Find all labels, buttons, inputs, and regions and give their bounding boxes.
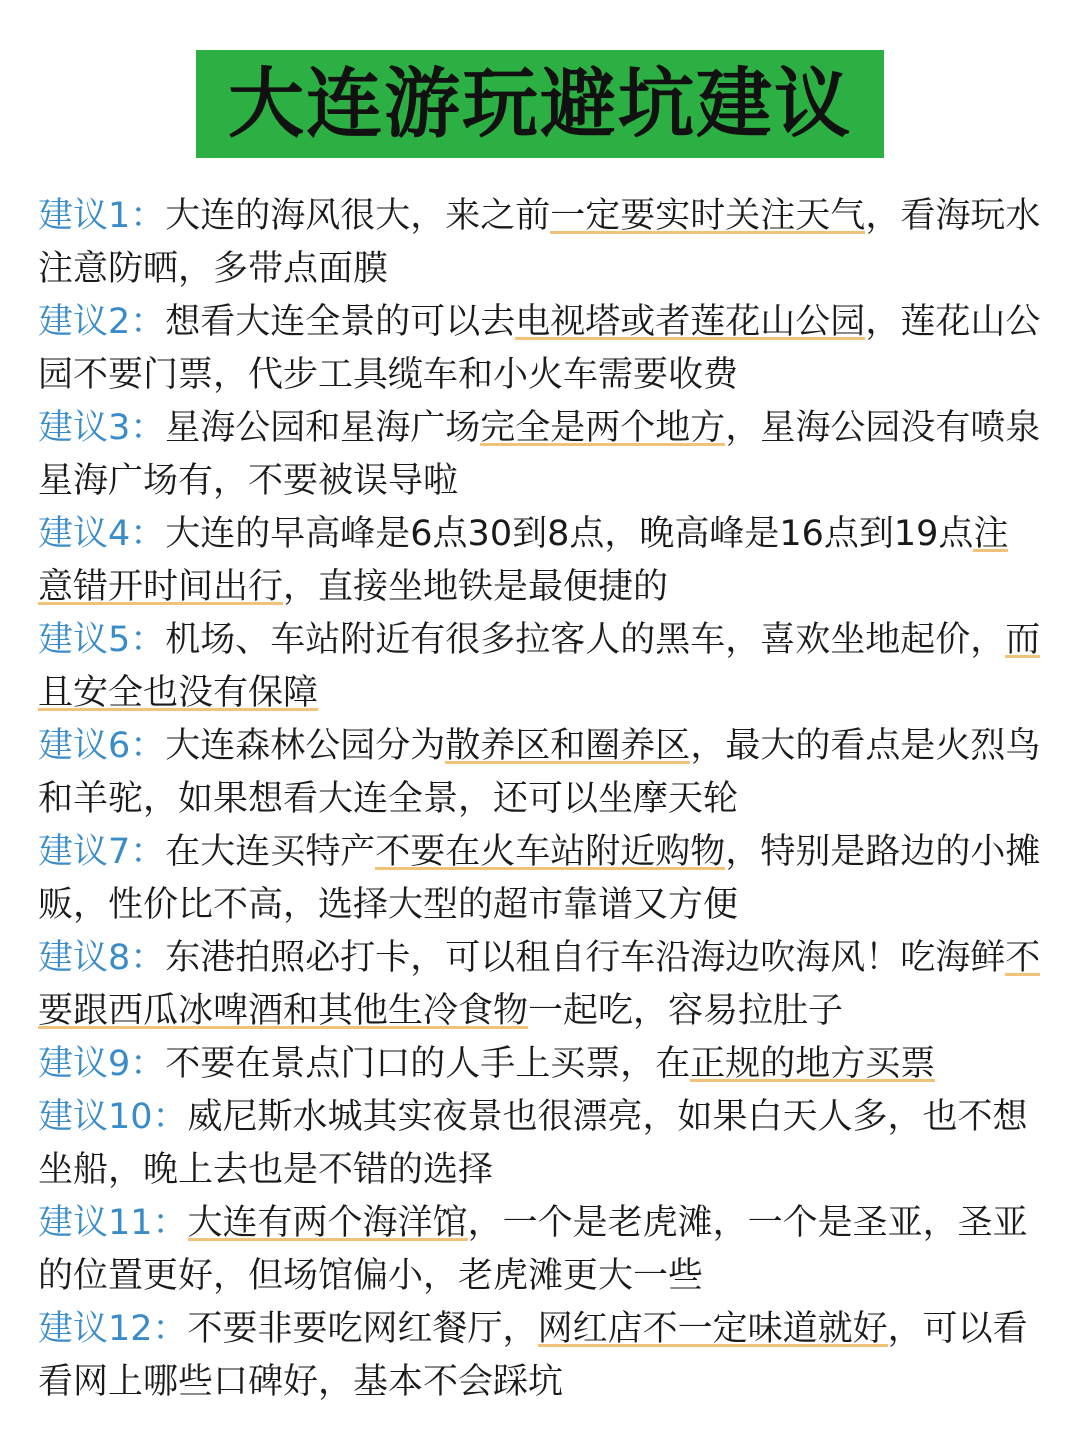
tip-highlight: 电视塔或者莲花山公园 xyxy=(515,302,866,342)
tip-label: 建议9： xyxy=(38,1044,166,1084)
tip-highlight: 一定要实时关注天气 xyxy=(550,196,866,236)
tip-text: 大连的海风很大，来之前 xyxy=(165,196,551,236)
tip-item xyxy=(38,1303,1042,1409)
tip-highlight: 完全是两个地方 xyxy=(480,408,726,448)
tip-text: ，一个是老虎滩，一个是圣亚，圣亚的位置更好，但场馆偏小，老虎滩更大一些 xyxy=(38,1203,1028,1296)
tip-item xyxy=(38,508,1042,614)
tip-label: 建议8： xyxy=(38,938,166,978)
tip-label: 建议12： xyxy=(38,1309,188,1349)
tip-text: 威尼斯水城其实夜景也很漂亮，如果白天人多，也不想坐船，晚上去也是不错的选择 xyxy=(38,1097,1028,1190)
tip-highlight: 大连有两个海洋馆 xyxy=(187,1203,468,1243)
tip-item xyxy=(38,720,1042,826)
tip-label: 建议5： xyxy=(38,620,166,660)
page-title: 大连游玩避坑建议 xyxy=(228,59,852,148)
tip-text: ，莲花山公园不要门票，代步工具缆车和小火车需要收费 xyxy=(38,302,1041,395)
tip-text: ，直接坐地铁是最便捷的 xyxy=(283,567,669,607)
tip-label: 建议4： xyxy=(38,514,166,554)
tip-text: ，星海公园没有喷泉星海广场有，不要被误导啦 xyxy=(38,408,1041,501)
tip-label: 建议10： xyxy=(38,1097,188,1137)
tip-highlight: 不要在火车站附近购物 xyxy=(375,832,726,872)
tip-item xyxy=(38,190,1042,296)
tip-text: 想看大连全景的可以去 xyxy=(165,302,516,342)
title-banner xyxy=(196,50,884,158)
tip-text: 机场、车站附近有很多拉客人的黑车，喜欢坐地起价， xyxy=(165,620,1006,660)
tip-text: 大连森林公园分为 xyxy=(165,726,446,766)
tip-text: 在大连买特产 xyxy=(165,832,376,872)
tip-item xyxy=(38,614,1042,720)
tip-text: 大连的早高峰是6点30到8点，晚高峰是16点到19点 xyxy=(165,514,974,554)
tip-label: 建议6： xyxy=(38,726,166,766)
tip-text: ，最大的看点是火烈鸟和羊驼，如果想看大连全景，还可以坐摩天轮 xyxy=(38,726,1041,819)
tip-item xyxy=(38,932,1042,1038)
tip-text: 星海公园和星海广场 xyxy=(165,408,481,448)
tip-text: 不要在景点门口的人手上买票，在 xyxy=(165,1044,691,1084)
tip-item xyxy=(38,826,1042,932)
tip-text: 不要非要吃网红餐厅， xyxy=(187,1309,538,1349)
tip-text: 一起吃，容易拉肚子 xyxy=(528,991,844,1031)
tip-label: 建议7： xyxy=(38,832,166,872)
tip-highlight: 而且安全也没有保障 xyxy=(38,620,1041,713)
tip-highlight: 注意错开时间出行 xyxy=(38,514,1009,607)
tip-item xyxy=(38,1091,1042,1197)
tip-highlight: 不要跟西瓜冰啤酒和其他生冷食物 xyxy=(38,938,1041,1031)
tip-item xyxy=(38,296,1042,402)
tip-text: ，看海玩水注意防晒，多带点面膜 xyxy=(38,196,1041,289)
tip-highlight: 网红店不一定味道就好 xyxy=(537,1309,888,1349)
tip-item xyxy=(38,402,1042,508)
tip-highlight: 散养区和圈养区 xyxy=(445,726,691,766)
tip-label: 建议3： xyxy=(38,408,166,448)
tip-text: ，可以看看网上哪些口碑好，基本不会踩坑 xyxy=(38,1309,1028,1402)
tip-highlight: 正规的地方买票 xyxy=(690,1044,936,1084)
tip-item xyxy=(38,1038,1042,1091)
tip-label: 建议11： xyxy=(38,1203,188,1243)
tip-text: 东港拍照必打卡，可以租自行车沿海边吹海风！吃海鲜 xyxy=(165,938,1006,978)
tip-text: ，特别是路边的小摊贩，性价比不高，选择大型的超市靠谱又方便 xyxy=(38,832,1041,925)
tip-label: 建议1： xyxy=(38,196,166,236)
tip-item xyxy=(38,1197,1042,1303)
tips-list xyxy=(38,190,1042,1409)
tip-label: 建议2： xyxy=(38,302,166,342)
